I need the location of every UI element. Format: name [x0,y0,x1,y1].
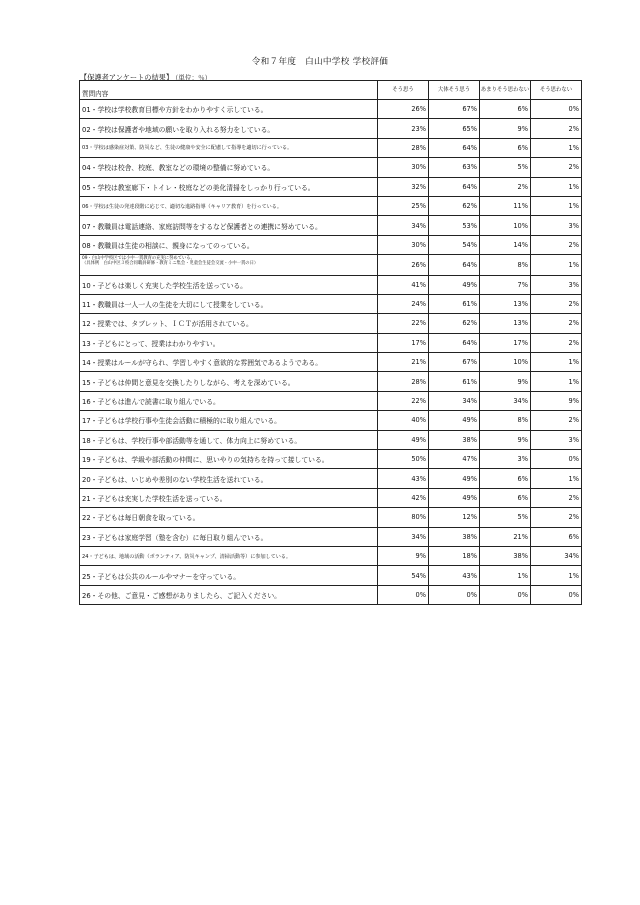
question-text: 13・子どもにとって、授業はわかりやすい。 [82,339,220,348]
table-row [80,372,582,391]
value-mostly-agree: 38% [429,430,480,449]
value-mostly-disagree: 13% [480,314,531,333]
value-mostly-disagree: 14% [480,235,531,254]
value-disagree: 1% [531,196,582,215]
value-strongly-agree: 22% [378,314,429,333]
question-cell [80,372,378,391]
question-text: 21・子どもは充実した学校生活を送っている。 [82,495,227,503]
question-text: 14・授業はルールが守られ、学習しやすく意欲的な雰囲気であるようである。 [82,359,323,368]
table-row [80,430,582,449]
value-mostly-agree: 64% [429,138,480,157]
question-cell [80,508,378,527]
question-cell [80,314,378,333]
value-mostly-disagree: 6% [480,469,531,488]
header-mostly-disagree: あまりそう思わない [480,81,531,100]
value-disagree: 0% [531,100,582,119]
table-row [80,585,582,604]
value-mostly-agree: 62% [429,314,480,333]
value-disagree: 2% [531,411,582,430]
question-cell [80,255,378,275]
question-cell [80,566,378,585]
question-cell [80,100,378,119]
value-disagree: 3% [531,275,582,294]
value-mostly-disagree: 34% [480,391,531,410]
value-mostly-agree: 63% [429,158,480,177]
table-row [80,294,582,313]
value-strongly-agree: 32% [378,177,429,196]
question-text: 18・子どもは、学校行事や部活動等を通して、体力向上に努めている。 [82,436,302,445]
value-mostly-disagree: 13% [480,294,531,313]
unit-label: （単位：％） [175,74,212,82]
table-row [80,314,582,333]
value-strongly-agree: 41% [378,275,429,294]
question-text: 09・白山中学校区では小中一貫教育の充実に努めている。 [82,256,195,262]
value-strongly-agree: 9% [378,546,429,565]
question-text: 17・子どもは学校行事や生徒会活動に積極的に取り組んでいる。 [82,417,281,426]
question-text: 15・子どもは仲間と意見を交換したりしながら、考えを深めている。 [82,378,295,387]
question-note: （具体例 白山中区３校合同職員研修・教育ミニ集会・児童会生徒会交流・小中一貫の日） [82,261,259,267]
value-disagree: 1% [531,177,582,196]
value-disagree: 1% [531,566,582,585]
question-cell [80,294,378,313]
value-strongly-agree: 26% [378,255,429,275]
value-mostly-disagree: 21% [480,527,531,546]
question-text: 23・子どもは家庭学習（塾を含む）に毎日取り組んでいる。 [82,533,268,542]
value-mostly-agree: 67% [429,100,480,119]
question-text: 19・子どもは、学級や部活動の仲間に、思いやりの気持ちを持って接している。 [82,456,329,465]
table-row [80,196,582,215]
value-mostly-agree: 49% [429,411,480,430]
question-cell [80,430,378,449]
value-mostly-disagree: 7% [480,275,531,294]
value-strongly-agree: 30% [378,235,429,254]
question-cell [80,353,378,372]
value-mostly-agree: 18% [429,546,480,565]
value-mostly-disagree: 9% [480,430,531,449]
question-text: 22・子どもは毎日朝食を取っている。 [82,514,200,523]
value-mostly-disagree: 2% [480,177,531,196]
question-text: 20・子どもは、いじめや差別のない学校生活を送れている。 [82,475,268,484]
value-mostly-agree: 62% [429,196,480,215]
table-row [80,527,582,546]
question-text: 06・学校は生徒の発達段階に応じて、適切な進路指導（キャリア教育）を行っている。 [82,203,282,210]
question-cell [80,333,378,352]
question-text: 11・教職員は一人一人の生徒を大切にして授業をしている。 [82,301,268,310]
value-mostly-agree: 49% [429,488,480,507]
value-strongly-agree: 50% [378,450,429,469]
value-mostly-disagree: 6% [480,100,531,119]
value-mostly-disagree: 3% [480,450,531,469]
question-cell [80,138,378,157]
question-text: 26・その他、ご意見・ご感想がありましたら、ご記入ください。 [82,591,281,600]
value-mostly-agree: 34% [429,391,480,410]
value-mostly-agree: 38% [429,527,480,546]
value-disagree: 2% [531,235,582,254]
table-row [80,255,582,275]
value-disagree: 1% [531,372,582,391]
question-text: 25・子どもは公共のルールやマナーを守っている。 [82,572,241,581]
value-mostly-disagree: 10% [480,216,531,235]
value-disagree: 0% [531,585,582,604]
table-row [80,450,582,469]
value-strongly-agree: 80% [378,508,429,527]
value-mostly-agree: 49% [429,469,480,488]
question-text: 10・子どもは楽しく充実した学校生活を送っている。 [82,281,247,290]
question-cell [80,275,378,294]
value-mostly-disagree: 5% [480,508,531,527]
question-cell [80,450,378,469]
value-mostly-disagree: 6% [480,138,531,157]
value-strongly-agree: 49% [378,430,429,449]
value-strongly-agree: 34% [378,216,429,235]
value-mostly-disagree: 11% [480,196,531,215]
value-disagree: 2% [531,488,582,507]
value-strongly-agree: 24% [378,294,429,313]
value-strongly-agree: 25% [378,196,429,215]
value-disagree: 2% [531,119,582,138]
question-cell [80,546,378,565]
question-cell [80,158,378,177]
table-row [80,100,582,119]
value-disagree: 2% [531,314,582,333]
table-row [80,333,582,352]
table-row [80,488,582,507]
table-row [80,469,582,488]
value-mostly-disagree: 0% [480,585,531,604]
value-disagree: 1% [531,353,582,372]
table-row [80,177,582,196]
value-mostly-agree: 47% [429,450,480,469]
table-row [80,411,582,430]
value-strongly-agree: 54% [378,566,429,585]
question-cell [80,119,378,138]
header-strongly-agree: そう思う [378,81,429,100]
question-text: 24・子どもは、地域の活動（ボランティア、防災キャンプ、清掃活動等）に参加している。 [82,553,292,560]
value-disagree: 1% [531,255,582,275]
value-mostly-disagree: 17% [480,333,531,352]
table-row [80,235,582,254]
value-strongly-agree: 42% [378,488,429,507]
value-disagree: 2% [531,294,582,313]
value-mostly-agree: 65% [429,119,480,138]
table-row [80,391,582,410]
table-row [80,119,582,138]
value-disagree: 2% [531,508,582,527]
question-cell [80,235,378,254]
table-row [80,275,582,294]
question-text: 02・学校は保護者や地域の願いを取り入れる努力をしている。 [82,125,275,134]
value-mostly-agree: 64% [429,255,480,275]
header-disagree: そう思わない [531,81,582,100]
question-text: 01・学校は学校教育目標や方針をわかりやすく示している。 [82,106,268,115]
value-strongly-agree: 34% [378,527,429,546]
header-question: 質問内容 [80,81,378,100]
question-cell [80,488,378,507]
question-cell [80,196,378,215]
document-title: 令和７年度 白山中学校 学校評価 [251,57,389,67]
question-cell [80,585,378,604]
value-mostly-disagree: 9% [480,119,531,138]
value-disagree: 2% [531,333,582,352]
value-mostly-disagree: 8% [480,255,531,275]
value-strongly-agree: 17% [378,333,429,352]
value-mostly-agree: 61% [429,372,480,391]
question-text: 07・教職員は電話連絡、家庭訪問等をするなど保護者との連携に努めている。 [82,222,322,231]
value-strongly-agree: 26% [378,100,429,119]
value-strongly-agree: 28% [378,138,429,157]
table-row [80,216,582,235]
value-mostly-agree: 0% [429,585,480,604]
value-disagree: 0% [531,450,582,469]
value-disagree: 9% [531,391,582,410]
value-disagree: 3% [531,216,582,235]
table-body [80,100,582,605]
question-cell [80,177,378,196]
value-mostly-disagree: 38% [480,546,531,565]
value-strongly-agree: 23% [378,119,429,138]
subtitle-label: 【保護者アンケートの結果】 [80,73,174,82]
question-cell [80,411,378,430]
question-text: 05・学校は教室廊下・トイレ・校庭などの美化清掃をしっかり行っている。 [82,183,315,192]
value-strongly-agree: 21% [378,353,429,372]
value-strongly-agree: 28% [378,372,429,391]
question-text: 04・学校は校舎、校庭、教室などの環境の整備に努めている。 [82,164,275,173]
value-disagree: 34% [531,546,582,565]
survey-results-table [79,80,582,605]
value-strongly-agree: 43% [378,469,429,488]
table-row [80,138,582,157]
value-mostly-agree: 61% [429,294,480,313]
value-mostly-agree: 64% [429,333,480,352]
question-text: 16・子どもは進んで読書に取り組んでいる。 [82,398,220,407]
value-strongly-agree: 0% [378,585,429,604]
value-strongly-agree: 22% [378,391,429,410]
table-row [80,353,582,372]
value-mostly-agree: 49% [429,275,480,294]
value-disagree: 3% [531,430,582,449]
value-strongly-agree: 30% [378,158,429,177]
question-cell [80,527,378,546]
value-disagree: 6% [531,527,582,546]
value-mostly-agree: 43% [429,566,480,585]
table-header-row [80,81,582,100]
question-cell [80,391,378,410]
value-mostly-disagree: 6% [480,488,531,507]
question-cell [80,469,378,488]
value-disagree: 2% [531,158,582,177]
table-row [80,158,582,177]
value-disagree: 1% [531,138,582,157]
question-text: 03・学校は感染症対策、防災など、生徒の健康や安全に配慮して指導を適切に行っている。 [82,145,293,152]
header-mostly-agree: 大体そう思う [429,81,480,100]
value-mostly-disagree: 9% [480,372,531,391]
value-mostly-agree: 54% [429,235,480,254]
question-text: 12・授業では、タブレット、ＩＣＴが活用されている。 [82,320,253,329]
question-text: 08・教職員は生徒の相談に、親身になってのっている。 [82,241,254,250]
value-mostly-disagree: 5% [480,158,531,177]
value-mostly-agree: 67% [429,353,480,372]
table-row [80,546,582,565]
question-cell [80,216,378,235]
table-row [80,566,582,585]
value-mostly-agree: 53% [429,216,480,235]
table-row [80,508,582,527]
value-mostly-disagree: 1% [480,566,531,585]
value-mostly-agree: 64% [429,177,480,196]
value-mostly-disagree: 8% [480,411,531,430]
value-disagree: 1% [531,469,582,488]
value-mostly-agree: 12% [429,508,480,527]
value-mostly-disagree: 10% [480,353,531,372]
value-strongly-agree: 40% [378,411,429,430]
